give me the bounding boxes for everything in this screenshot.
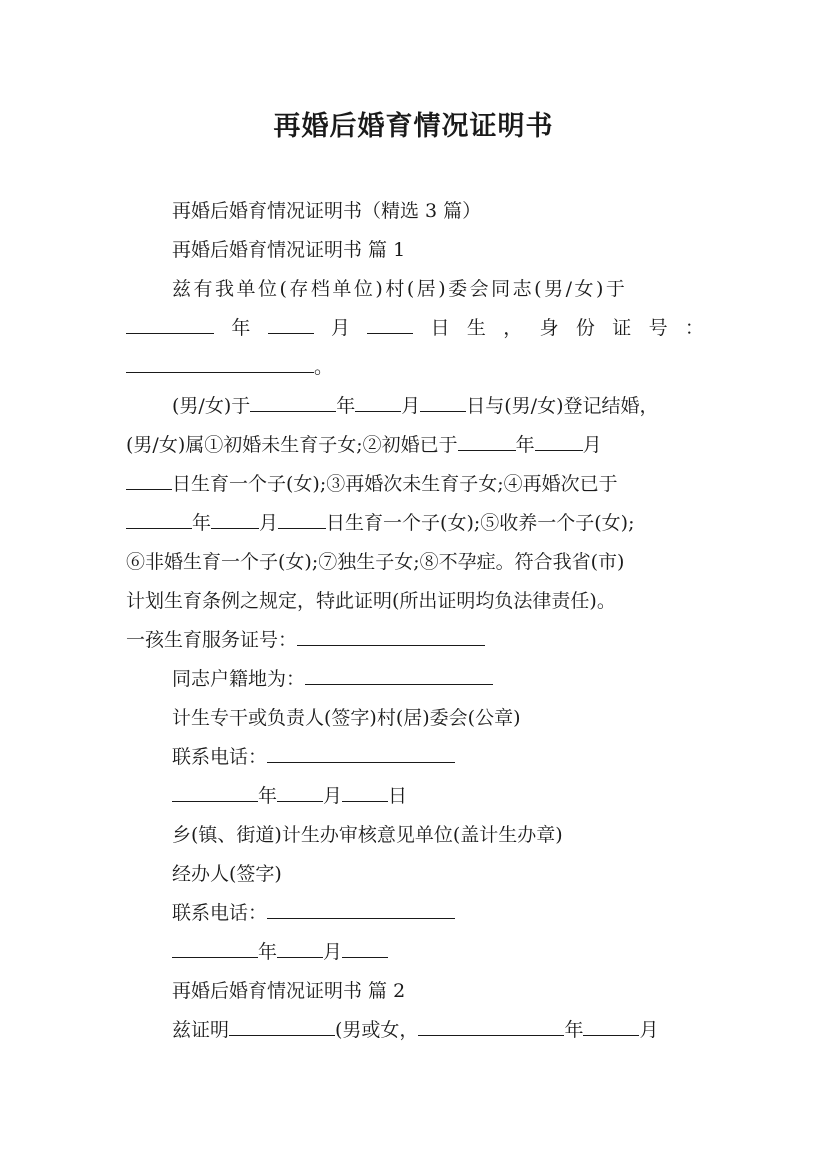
marriage-line [172, 393, 762, 419]
id-number-blank [126, 354, 314, 373]
text: 。 [314, 356, 334, 378]
blank-field [278, 510, 326, 529]
blank-field [418, 1017, 564, 1036]
text: (男或女， [335, 1019, 419, 1041]
blank-field [126, 471, 172, 490]
blank-field [126, 315, 214, 334]
blank-field [420, 393, 466, 412]
text: ： [684, 317, 704, 339]
blank-field [277, 783, 323, 802]
handler-line: 经办人(签字) [172, 863, 282, 885]
blank-field [535, 432, 583, 451]
date-line [172, 939, 762, 965]
signature-line: 计生专干或负责人(签字)村(居)委会(公章) [172, 707, 521, 729]
blank-field [268, 315, 314, 334]
blank-field [172, 939, 258, 958]
text: 证 [612, 317, 632, 339]
blank-field [211, 510, 259, 529]
subtitle-collection: 再婚后婚育情况证明书（精选 3 篇） [172, 200, 482, 222]
section-heading-1: 再婚后婚育情况证明书 篇 1 [172, 239, 406, 261]
text: 身 [539, 317, 559, 339]
blank-field [367, 315, 413, 334]
phone-line [172, 900, 762, 926]
certify-line [172, 1017, 762, 1043]
text: 份 [575, 317, 595, 339]
text: 年 [336, 395, 356, 417]
service-cert-line [126, 627, 716, 653]
text: 年 [231, 317, 251, 339]
blank-field [305, 666, 493, 685]
text: 日 [430, 317, 450, 339]
text: (男/女)属①初婚未生育子女;②初婚已于 [126, 434, 458, 456]
text: 月 [323, 785, 343, 807]
phone-line [172, 744, 762, 770]
household-line [172, 666, 762, 692]
text: 年 [564, 1019, 584, 1041]
text: 日与(男/女)登记结婚， [466, 395, 659, 417]
blank-field [172, 783, 258, 802]
blank-field [458, 432, 516, 451]
blank-field [126, 510, 192, 529]
blank-field [342, 939, 388, 958]
text: (男/女)于 [172, 395, 251, 417]
blank-field [229, 1017, 335, 1036]
text: 月 [330, 317, 350, 339]
text: 年 [192, 512, 212, 534]
blank-field [583, 1017, 639, 1036]
blank-field [267, 744, 455, 763]
text: 月 [582, 434, 602, 456]
text: 日生育一个子(女);③再婚次未生育子女;④再婚次已于 [172, 473, 618, 495]
blank-field [297, 627, 485, 646]
text: 生 [466, 317, 486, 339]
status-line: 计划生育条例之规定，特此证明(所出证明均负法律责任)。 [126, 590, 616, 612]
text: 日生育一个子(女);⑤收养一个子(女); [326, 512, 635, 534]
text: 兹证明 [172, 1019, 230, 1041]
text: 联系电话： [172, 746, 268, 768]
text: 日 [388, 785, 408, 807]
text: 号 [648, 317, 668, 339]
date-line [172, 783, 762, 809]
text: 年 [258, 941, 278, 963]
text: 月 [323, 941, 343, 963]
status-line: ⑥非婚生育一个子(女);⑦独生子女;⑧不孕症。符合我省(市) [126, 551, 625, 573]
id-number-line [126, 354, 716, 380]
status-line [126, 510, 716, 536]
blank-field [342, 783, 388, 802]
document-title: 再婚后婚育情况证明书 [273, 111, 554, 142]
blank-field [277, 939, 323, 958]
text: 同志户籍地为： [172, 668, 306, 690]
text: 月 [259, 512, 279, 534]
blank-field [267, 900, 455, 919]
review-line: 乡(镇、街道)计生办审核意见单位(盖计生办章) [172, 824, 563, 846]
paragraph-line: 兹有我单位(存档单位)村(居)委会同志(男/女)于 [172, 278, 628, 300]
text: 联系电话： [172, 902, 268, 924]
birth-date-line [126, 315, 704, 341]
text: 年 [258, 785, 278, 807]
text: 月 [639, 1019, 659, 1041]
text: ， [503, 317, 523, 339]
text: 年 [515, 434, 535, 456]
section-heading-2: 再婚后婚育情况证明书 篇 2 [172, 980, 406, 1002]
status-line [126, 471, 716, 497]
text: 月 [401, 395, 421, 417]
blank-field [355, 393, 401, 412]
text: 一孩生育服务证号： [126, 629, 298, 651]
blank-field [250, 393, 336, 412]
status-line [126, 432, 716, 458]
